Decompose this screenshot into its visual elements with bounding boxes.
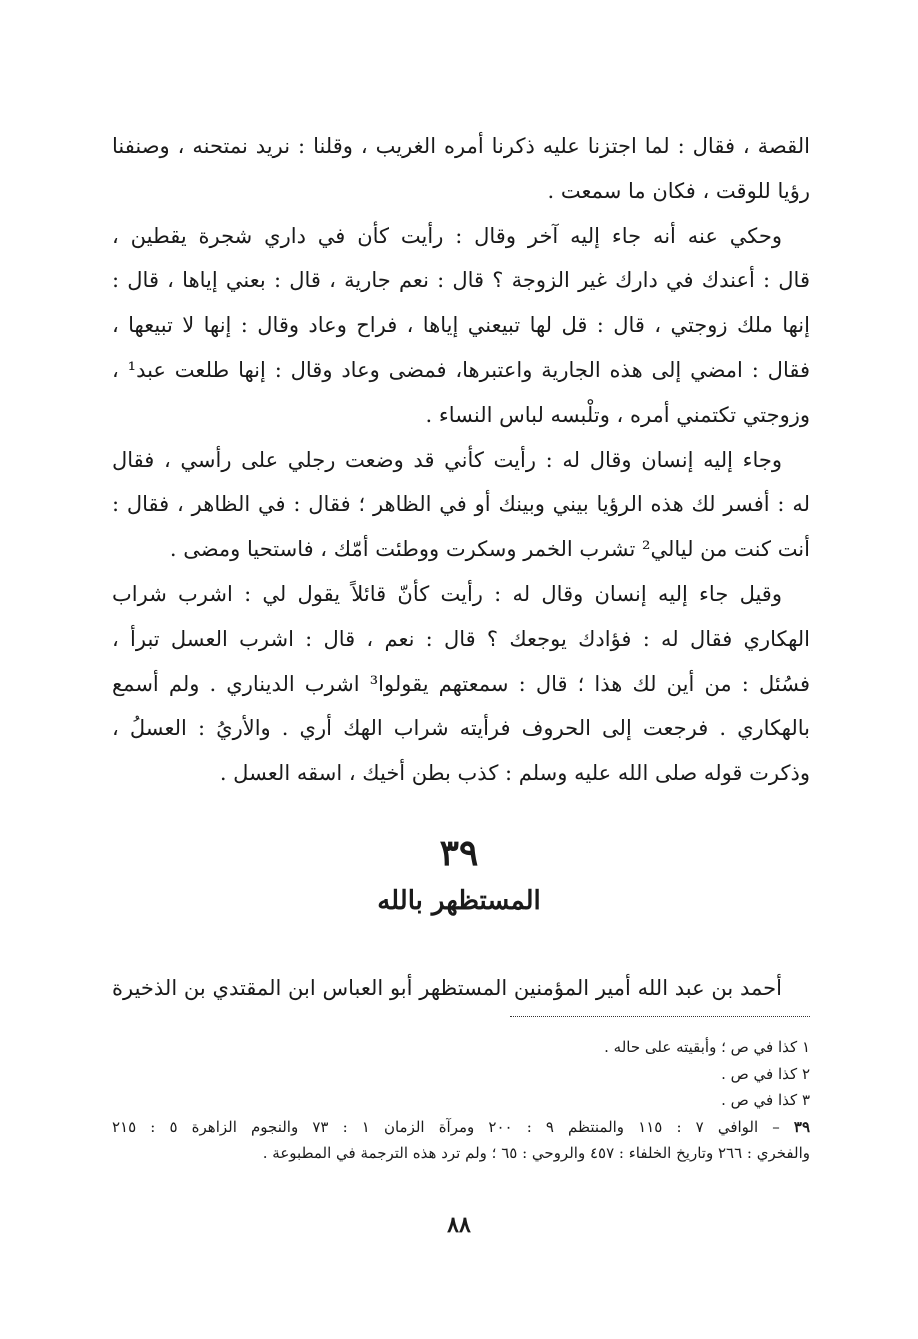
body-line: القصة ، فقال : لما اجتزنا عليه ذكرنا أمره الغريب ، وقلنا : نريد نمتحنه ، وصنفنا bbox=[112, 134, 810, 158]
body-line: فسُئل : من أين لك هذا ؛ قال : سمعتهم يقولوا³ اشرب الديناري . ولم أسمع bbox=[112, 671, 810, 696]
body-line: له : أفسر لك هذه الرؤيا بيني وبينك أو في الظاهر ؛ فقال : في الظاهر ، فقال : bbox=[112, 492, 810, 517]
body-line: قال : أعندك في دارك غير الزوجة ؟ قال : نعم جارية ، قال : بعني إياها ، قال : bbox=[112, 268, 810, 293]
body-line: وقيل جاء إليه إنسان وقال له : رأيت كأنّ قائلاً يقول لي : اشرب شراب bbox=[112, 581, 782, 606]
footnote: ١ كذا في ص ؛ وأبقيته على حاله . bbox=[604, 1038, 810, 1056]
body-line: رؤيا للوقت ، فكان ما سمعت . bbox=[547, 178, 810, 203]
body-line: بالهكاري . فرجعت إلى الحروف فرأيته شراب الهك أري . والأريُ : العسلُ ، bbox=[112, 716, 810, 741]
footnote: ٣ كذا في ص . bbox=[721, 1091, 810, 1109]
source-note-line-1 bbox=[112, 1114, 810, 1141]
chapter-intro bbox=[112, 968, 810, 1008]
footnotes bbox=[112, 1034, 810, 1167]
page-number: ٨٨ bbox=[447, 1212, 471, 1238]
source-note-text: – الوافي ٧ : ١١٥ والمنتظم ٩ : ٢٠٠ ومرآة الزمان ١ : ٧٣ والنجوم الزاهرة ٥ : ٢١٥ bbox=[112, 1117, 780, 1136]
body-line: إنها ملك زوجتي ، قال : قل لها تبيعني إياها ، فراح وعاد وقال : إنها لا تبيعها ، bbox=[112, 313, 810, 338]
footnote-divider bbox=[510, 1016, 810, 1017]
source-note-marker: ٣٩ bbox=[793, 1117, 810, 1136]
body-line: وحكي عنه أنه جاء إليه آخر وقال : رأيت كأن في داري شجرة يقطين ، bbox=[112, 223, 782, 248]
body-line: وجاء إليه إنسان وقال له : رأيت كأني قد وضعت رجلي على رأسي ، فقال bbox=[112, 447, 782, 472]
chapter-title: المستظهر بالله bbox=[377, 886, 541, 916]
source-note-line-2: والفخري : ٢٦٦ وتاريخ الخلفاء : ٤٥٧ والروحي : ٦٥ ؛ ولم ترد هذه الترجمة في المطبوعة . bbox=[262, 1144, 810, 1162]
chapter-number: ٣٩ bbox=[439, 832, 479, 874]
body-line: فقال : امضي إلى هذه الجارية واعتبرها، فمضى وعاد وقال : إنها طلعت عبد¹ ، bbox=[112, 357, 810, 382]
body-line: أنت كنت من ليالي² تشرب الخمر وسكرت ووطئت أمّك ، فاستحيا ومضى . bbox=[169, 537, 810, 562]
body-text bbox=[112, 124, 810, 796]
body-line: وذكرت قوله صلى الله عليه وسلم : كذب بطن أخيك ، اسقه العسل . bbox=[219, 761, 810, 786]
body-line: وزوجتي تكتمني أمره ، وتلْبسه لباس النساء . bbox=[425, 402, 810, 427]
body-line: الهكاري فقال له : فؤادك يوجعك ؟ قال : نعم ، قال : اشرب العسل تبرأ ، bbox=[112, 626, 810, 651]
footnote: ٢ كذا في ص . bbox=[721, 1064, 810, 1083]
intro-line: أحمد بن عبد الله أمير المؤمنين المستظهر أبو العباس ابن المقتدي بن الذخيرة bbox=[112, 976, 782, 1000]
